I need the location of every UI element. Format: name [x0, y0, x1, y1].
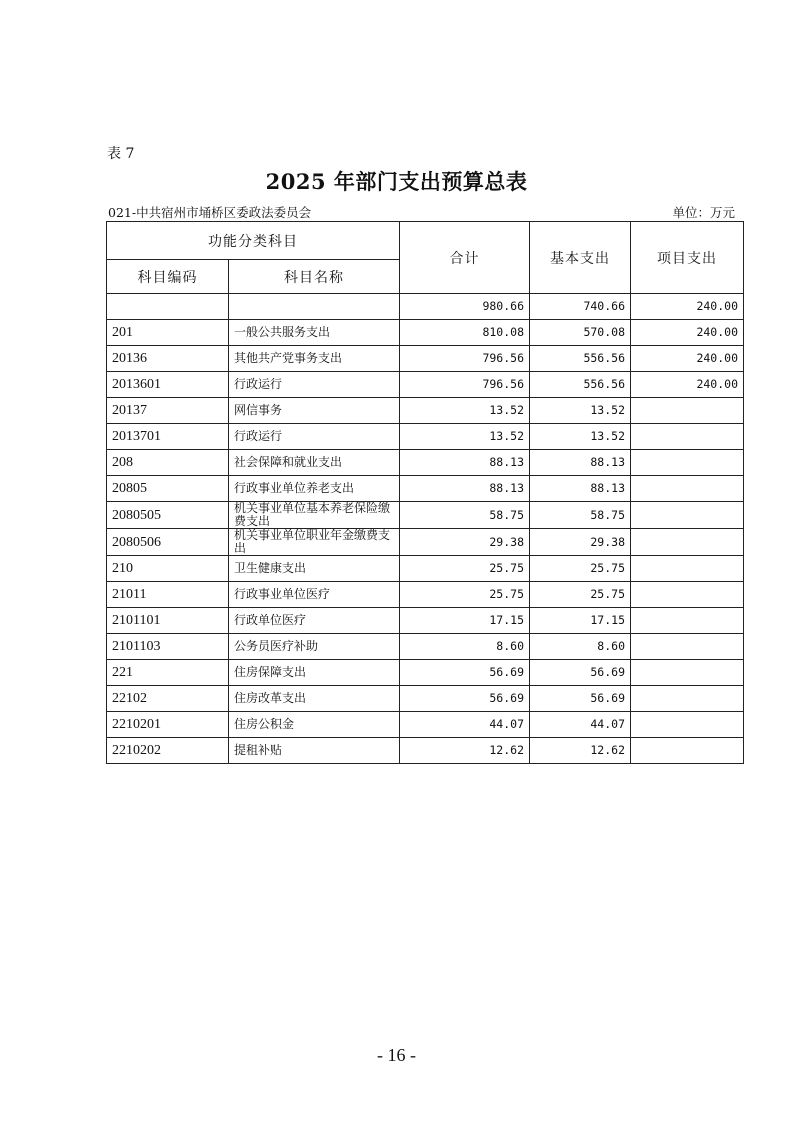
organization-name: 021-中共宿州市埇桥区委政法委员会: [108, 205, 312, 220]
cell-project: [631, 660, 744, 686]
cell-name: 住房公积金: [229, 712, 400, 738]
cell-basic: 25.75: [530, 556, 631, 582]
table-row: [107, 686, 744, 712]
table-row: [107, 556, 744, 582]
cell-name: 行政运行: [229, 372, 400, 398]
cell-basic: 13.52: [530, 398, 631, 424]
cell-total: 796.56: [400, 372, 530, 398]
table-body: [107, 294, 744, 764]
cell-basic: 12.62: [530, 738, 631, 764]
cell-project: [631, 686, 744, 712]
cell-total: 810.08: [400, 320, 530, 346]
cell-total: 25.75: [400, 556, 530, 582]
cell-basic: 556.56: [530, 372, 631, 398]
cell-code: 20136: [107, 346, 229, 372]
cell-project: 240.00: [631, 346, 744, 372]
cell-code: 221: [107, 660, 229, 686]
unit-label: 单位：万元: [672, 205, 735, 220]
cell-name: 行政运行: [229, 424, 400, 450]
cell-total: 44.07: [400, 712, 530, 738]
cell-basic: 29.38: [530, 529, 631, 556]
cell-code: 20805: [107, 476, 229, 502]
cell-basic: 88.13: [530, 450, 631, 476]
cell-name: 提租补贴: [229, 738, 400, 764]
cell-total: 56.69: [400, 686, 530, 712]
table-row: [107, 476, 744, 502]
cell-project: 240.00: [631, 320, 744, 346]
cell-code: 201: [107, 320, 229, 346]
cell-code: 2210202: [107, 738, 229, 764]
cell-code: 21011: [107, 582, 229, 608]
cell-project: [631, 556, 744, 582]
cell-name: 其他共产党事务支出: [229, 346, 400, 372]
cell-name: 行政事业单位养老支出: [229, 476, 400, 502]
cell-project: [631, 476, 744, 502]
cell-code: 2101103: [107, 634, 229, 660]
cell-total: 88.13: [400, 450, 530, 476]
cell-basic: 570.08: [530, 320, 631, 346]
cell-basic: 88.13: [530, 476, 631, 502]
cell-basic: 740.66: [530, 294, 631, 320]
cell-project: [631, 608, 744, 634]
cell-name: 一般公共服务支出: [229, 320, 400, 346]
cell-name: 住房改革支出: [229, 686, 400, 712]
cell-name: [229, 294, 400, 320]
table-row: [107, 582, 744, 608]
header-project: 项目支出: [631, 222, 744, 294]
page-title: 2025 年部门支出预算总表: [265, 169, 528, 194]
table-row: [107, 634, 744, 660]
cell-code: 22102: [107, 686, 229, 712]
cell-total: 17.15: [400, 608, 530, 634]
cell-code: 2013601: [107, 372, 229, 398]
cell-project: [631, 529, 744, 556]
page-number: - 16 -: [377, 1045, 416, 1065]
cell-project: [631, 738, 744, 764]
table-row: [107, 502, 744, 529]
cell-name: 社会保障和就业支出: [229, 450, 400, 476]
cell-basic: 56.69: [530, 686, 631, 712]
cell-total: 58.75: [400, 502, 530, 529]
cell-name: 住房保障支出: [229, 660, 400, 686]
cell-total: 13.52: [400, 424, 530, 450]
cell-project: [631, 424, 744, 450]
cell-code: 20137: [107, 398, 229, 424]
budget-table: [106, 221, 744, 764]
cell-basic: 44.07: [530, 712, 631, 738]
cell-total: 8.60: [400, 634, 530, 660]
table-row: [107, 294, 744, 320]
cell-name: 机关事业单位职业年金缴费支出: [229, 529, 400, 556]
cell-project: [631, 450, 744, 476]
cell-name: 机关事业单位基本养老保险缴费支出: [229, 502, 400, 529]
table-row: [107, 372, 744, 398]
table-row: [107, 608, 744, 634]
cell-code: 2080506: [107, 529, 229, 556]
table-row: [107, 346, 744, 372]
cell-basic: 556.56: [530, 346, 631, 372]
table-row: [107, 712, 744, 738]
cell-code: 2101101: [107, 608, 229, 634]
cell-total: 88.13: [400, 476, 530, 502]
cell-code: [107, 294, 229, 320]
table-row: [107, 529, 744, 556]
cell-project: [631, 712, 744, 738]
cell-project: [631, 634, 744, 660]
header-total: 合计: [400, 222, 530, 294]
table-row: [107, 738, 744, 764]
cell-project: 240.00: [631, 294, 744, 320]
table-row: [107, 398, 744, 424]
cell-project: [631, 398, 744, 424]
cell-total: 25.75: [400, 582, 530, 608]
cell-name: 行政单位医疗: [229, 608, 400, 634]
cell-code: 210: [107, 556, 229, 582]
cell-total: 796.56: [400, 346, 530, 372]
cell-name: 公务员医疗补助: [229, 634, 400, 660]
cell-basic: 8.60: [530, 634, 631, 660]
cell-code: 2210201: [107, 712, 229, 738]
header-code: 科目编码: [107, 260, 229, 294]
cell-code: 2080505: [107, 502, 229, 529]
cell-code: 208: [107, 450, 229, 476]
header-name: 科目名称: [229, 260, 400, 294]
cell-name: 网信事务: [229, 398, 400, 424]
cell-total: 12.62: [400, 738, 530, 764]
cell-total: 980.66: [400, 294, 530, 320]
cell-name: 卫生健康支出: [229, 556, 400, 582]
cell-basic: 25.75: [530, 582, 631, 608]
cell-code: 2013701: [107, 424, 229, 450]
table-row: [107, 320, 744, 346]
header-basic: 基本支出: [530, 222, 631, 294]
table-row: [107, 660, 744, 686]
cell-total: 13.52: [400, 398, 530, 424]
table-row: [107, 450, 744, 476]
cell-name: 行政事业单位医疗: [229, 582, 400, 608]
cell-project: [631, 502, 744, 529]
cell-project: 240.00: [631, 372, 744, 398]
table-row: [107, 424, 744, 450]
cell-total: 56.69: [400, 660, 530, 686]
cell-project: [631, 582, 744, 608]
cell-total: 29.38: [400, 529, 530, 556]
cell-basic: 58.75: [530, 502, 631, 529]
cell-basic: 56.69: [530, 660, 631, 686]
cell-basic: 13.52: [530, 424, 631, 450]
cell-basic: 17.15: [530, 608, 631, 634]
table-label: 表 7: [107, 146, 135, 162]
header-functional-category: 功能分类科目: [107, 222, 400, 260]
